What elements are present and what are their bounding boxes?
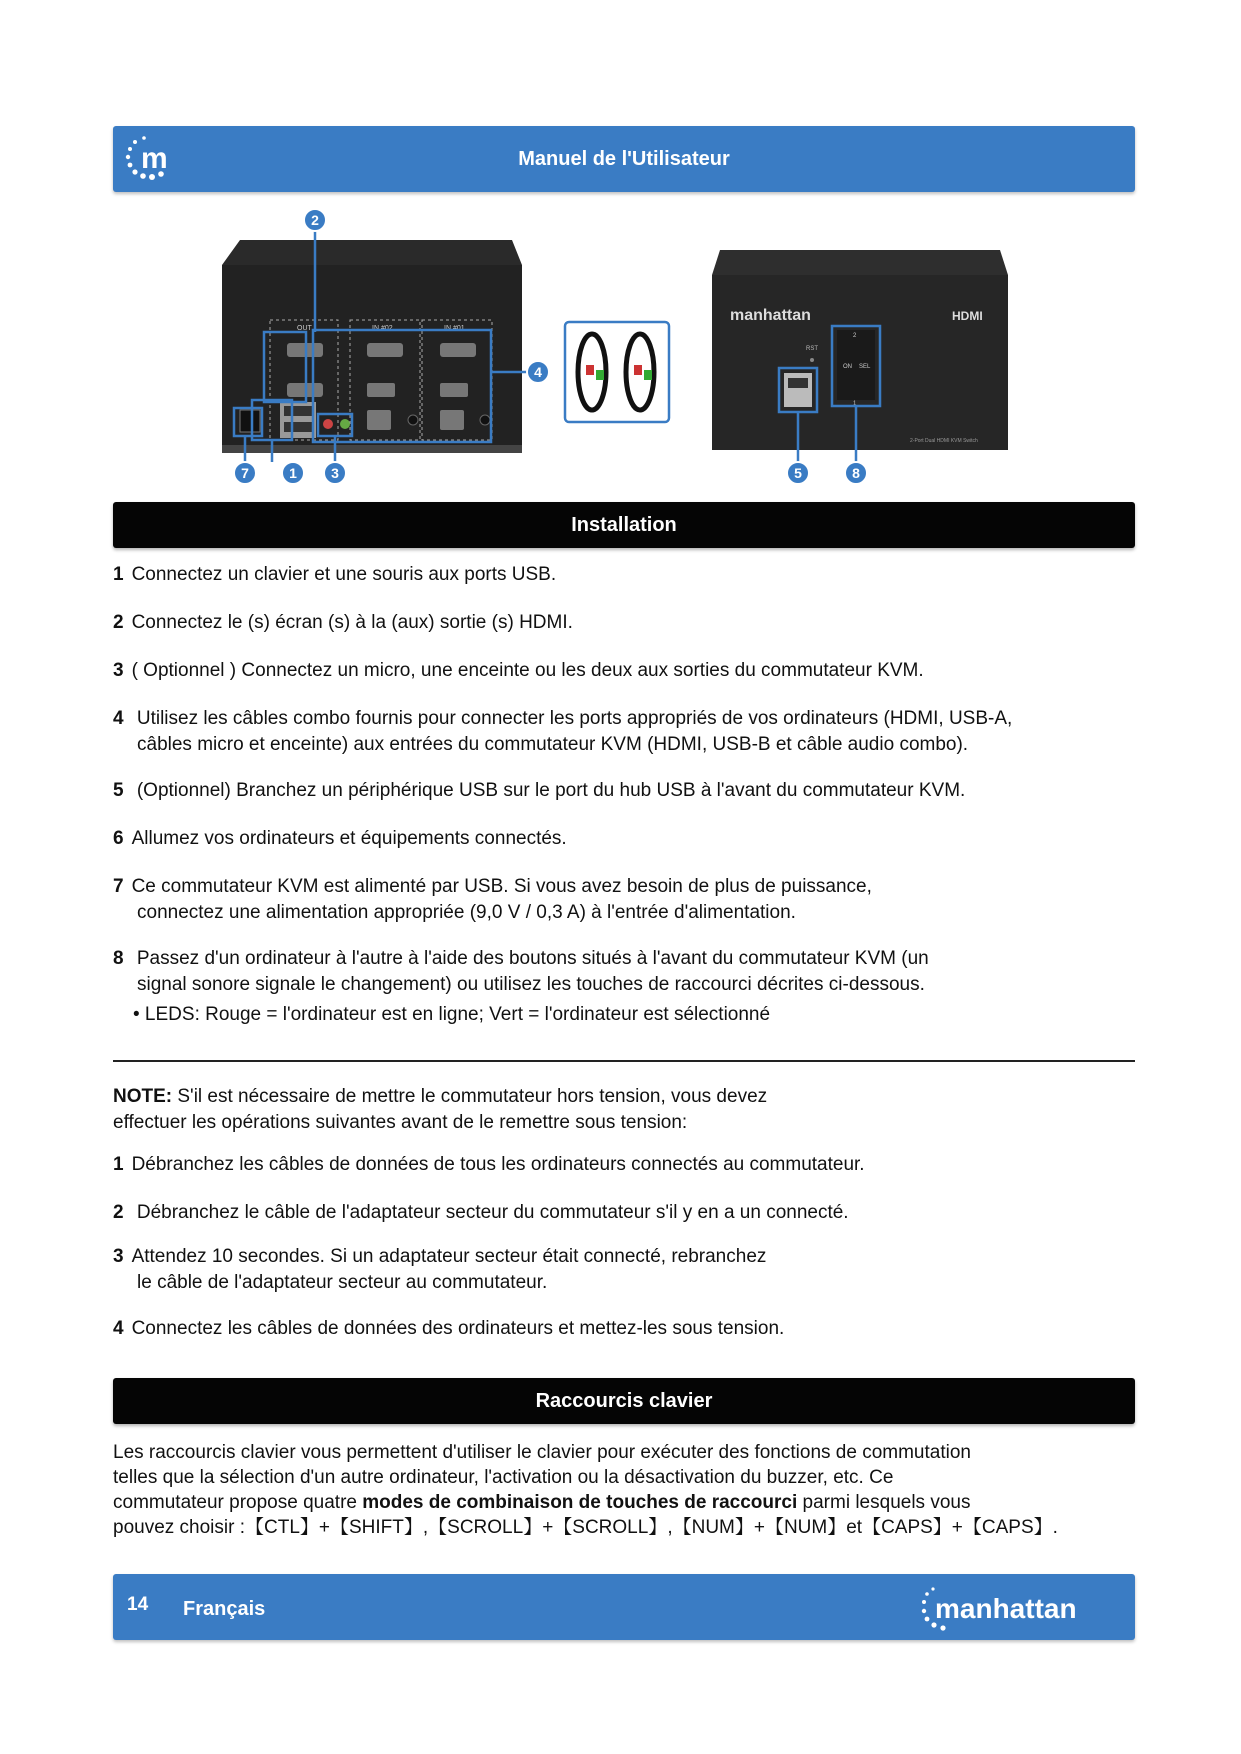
- callout-2: [304, 209, 326, 231]
- kvm-switch-figure: [200, 200, 1040, 500]
- shortcuts-heading: Raccourcis clavier: [113, 1378, 1135, 1424]
- svg-text:5: 5: [794, 465, 802, 481]
- footer-bar: [113, 1574, 1135, 1640]
- out-label: OUT: [297, 325, 312, 332]
- rear-panel-unit: [222, 240, 522, 453]
- install-item-1: 1 Connectez un clavier et une souris aux ports USB.: [113, 564, 557, 585]
- document-title: Manuel de l'Utilisateur: [518, 148, 730, 170]
- footer-language: Français: [183, 1598, 266, 1620]
- shortcuts-paragraph: Les raccourcis clavier vous permettent d'utiliser le clavier pour exécuter des fonctions de commutation telles que la sélection d'un autre ordinateur, l'activation ou la désactivation du buzzer, etc. Ce commutateur propose quatre modes de combinaison de touches de raccourci parmi lesquels vous pouvez choisir :【CTL】+【SHIFT】,【SCROLL】+【SCROLL】,【NUM】+【NUM】et【CAPS】+【CAPS】.: [113, 1442, 1058, 1538]
- on-label: ON: [843, 364, 852, 370]
- install-item-6: 6 Allumez vos ordinateurs et équipements connectés.: [113, 828, 567, 849]
- note-item-1: 1 Débranchez les câbles de données de tous les ordinateurs connectés au commutateur.: [113, 1154, 865, 1175]
- model-label: 2-Port Dual HDMI KVM Switch: [910, 438, 978, 444]
- install-item-5: 5 (Optionnel) Branchez un périphérique USB sur le port du hub USB à l'avant du commutateur KVM.: [113, 780, 966, 801]
- svg-text:3: 3: [331, 465, 339, 481]
- in1-label: IN #01: [444, 325, 465, 332]
- svg-text:1: 1: [289, 465, 297, 481]
- svg-text:2: 2: [311, 212, 319, 228]
- svg-text:8: 8: [852, 465, 860, 481]
- callout-7: [234, 462, 256, 484]
- sel-label: SEL: [859, 364, 871, 370]
- callout-5: [787, 462, 809, 484]
- header-bar: [113, 126, 1135, 192]
- combo-cables-image: [565, 322, 669, 422]
- rst-label: RST: [806, 346, 818, 352]
- note-item-3: 3 Attendez 10 secondes. Si un adaptateur secteur était connecté, rebranchez le câble de l'adaptateur secteur au commutateur.: [113, 1246, 767, 1293]
- button-2-label: 2: [853, 333, 857, 339]
- front-panel-unit: [712, 250, 1008, 450]
- install-item-7: 7 Ce commutateur KVM est alimenté par USB. Si vous avez besoin de plus de puissance, connectez une alimentation appropriée (9,0 V / 0,3 A) à l'entrée d'alimentation.: [113, 876, 872, 923]
- install-item-2: 2 Connectez le (s) écran (s) à la (aux) sortie (s) HDMI.: [113, 612, 573, 633]
- in2-label: IN #02: [372, 325, 393, 332]
- callout-1: [282, 462, 304, 484]
- hdmi-logo-text: HDMI: [952, 309, 983, 323]
- note-item-2: 2 Débranchez le câble de l'adaptateur secteur du commutateur s'il y en a un connecté.: [113, 1202, 849, 1223]
- callout-8: [845, 462, 867, 484]
- note-paragraph: NOTE: S'il est nécessaire de mettre le commutateur hors tension, vous devez effectuer les opérations suivantes avant de le remettre sous tension:: [113, 1086, 768, 1133]
- note-label: NOTE:: [113, 1086, 173, 1107]
- front-brand-text: manhattan: [730, 307, 811, 324]
- callout-3: [324, 462, 346, 484]
- note-item-4: 4 Connectez les câbles de données des ordinateurs et mettez-les sous tension.: [113, 1318, 785, 1339]
- svg-text:manhattan: manhattan: [935, 1593, 1077, 1624]
- button-1-label: 1: [853, 401, 857, 407]
- callout-4: [527, 361, 549, 383]
- install-item-4: 4 Utilisez les câbles combo fournis pour connecter les ports appropriés de vos ordinateurs (HDMI, USB-A, câbles micro et enceinte) aux entrées du commutateur KVM (HDMI, USB-B et câble audio combo).: [113, 708, 1013, 755]
- svg-text:4: 4: [534, 364, 542, 380]
- install-item-3: 3 ( Optionnel ) Connectez un micro, une enceinte ou les deux aux sorties du commutateur KVM.: [113, 660, 924, 681]
- installation-heading: Installation: [113, 502, 1135, 548]
- page-number: 14: [127, 1594, 149, 1615]
- install-item-8: 8 Passez d'un ordinateur à l'autre à l'aide des boutons situés à l'avant du commutateur KVM (un signal sonore signale le changement) ou utilisez les touches de raccourci décrites ci-dessous. • LEDS: Rouge = l'ordinateur est en ligne; Vert = l'ordinateur est sélectionné: [113, 948, 929, 1025]
- svg-text:m: m: [141, 142, 168, 175]
- divider: [113, 1060, 1135, 1062]
- manhattan-logo-icon: [919, 1584, 1119, 1632]
- svg-text:7: 7: [241, 465, 249, 481]
